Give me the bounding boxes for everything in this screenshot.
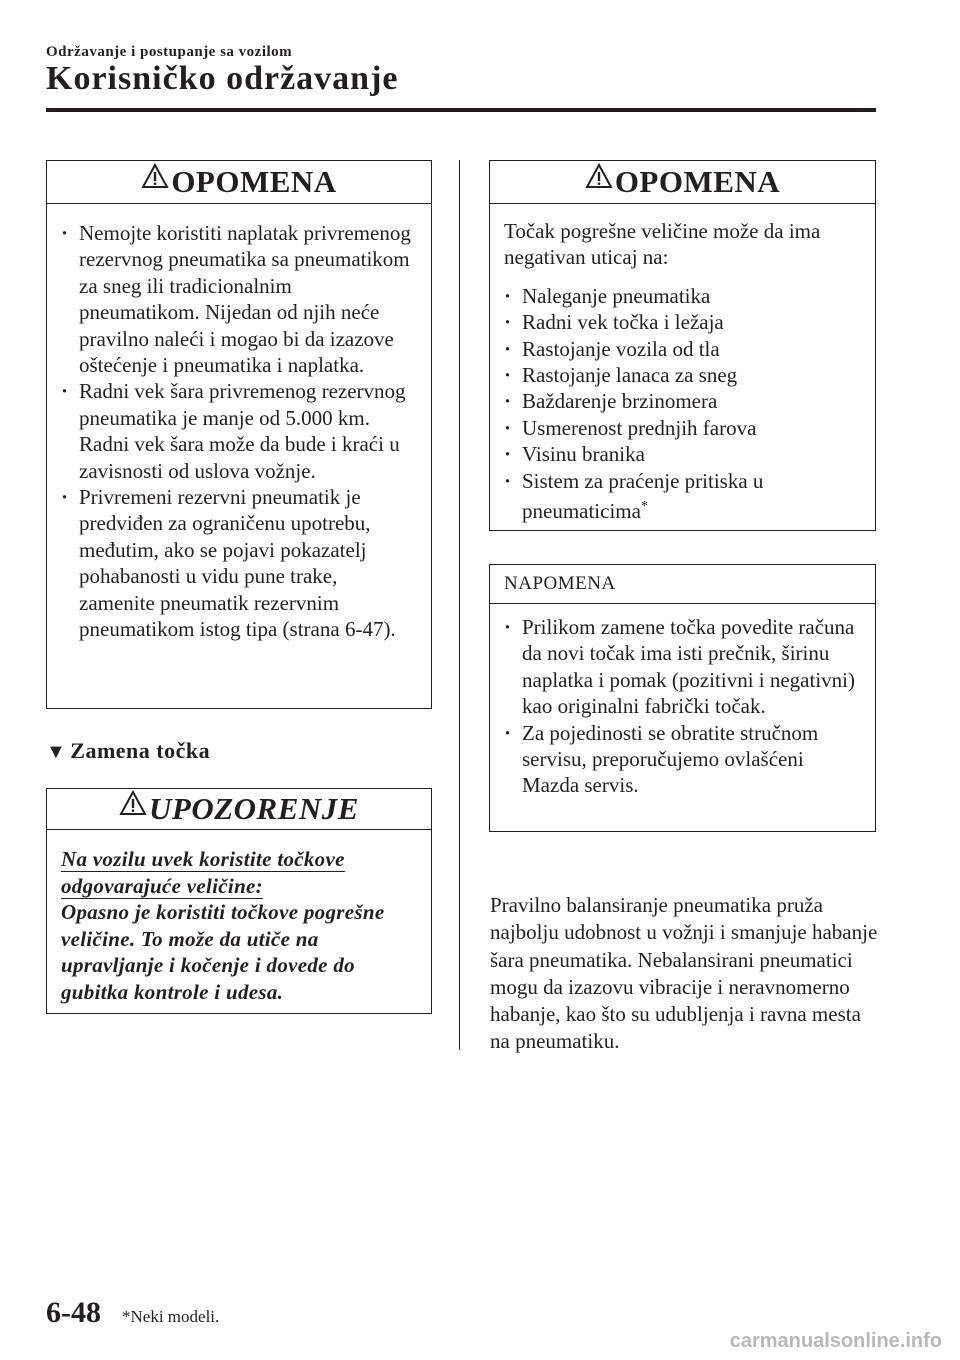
page-title: Korisničko održavanje xyxy=(46,60,399,97)
caution-title: OPOMENA xyxy=(614,164,781,199)
caution-box-header xyxy=(490,161,875,204)
list-item: · Privremeni rezervni pneumatik je predviđen za ograničenu upotrebu, međutim, ako se pojavi pokazatelj pohabanosti u vidu pune trake, zamenite pneumatik rezervnim pneumatikom istog tipa (strana 6-47). xyxy=(61,484,417,642)
warning-body xyxy=(47,830,431,1017)
warning-triangle-icon xyxy=(585,161,613,197)
footnote: *Neki modeli. xyxy=(122,1307,220,1326)
caution-box-header xyxy=(47,161,431,204)
note-box xyxy=(489,564,876,832)
section-label: Održavanje i postupanje sa vozilom xyxy=(46,44,293,60)
warning-title: UPOZORENJE xyxy=(149,791,359,826)
list-item: · Nemojte koristiti naplatak privremenog rezervnog pneumatika sa pneumatikom za sneg ili tradicionalnim pneumatikom. Nijedan od njih neće pravilno naleći i mogao bi da izazove oštećenje i pneumatika i naplatka. xyxy=(61,220,417,378)
list-item: · Visinu branika xyxy=(504,441,861,467)
list-item: · Za pojedinosti se obratite stručnom servisu, preporučujemo ovlašćeni Mazda servis. xyxy=(504,720,861,799)
column-divider xyxy=(459,160,460,1050)
section-heading-text: Zamena točka xyxy=(70,738,211,763)
watermark: carmanualsonline.info xyxy=(729,1330,942,1352)
warning-text: Opasno je koristiti točkove pogrešne veličine. To može da utiče na upravljanje i kočenje i dovede do gubitka kontrole i udesa. xyxy=(61,900,385,1004)
list-item: · Naleganje pneumatika xyxy=(504,283,861,309)
list-item: · Radni vek točka i ležaja xyxy=(504,309,861,335)
list-item xyxy=(504,468,861,525)
caution-box-left xyxy=(46,160,432,709)
caution-title: OPOMENA xyxy=(171,164,337,199)
header-rule xyxy=(46,108,876,112)
triangle-down-icon: ▼ xyxy=(46,741,67,763)
warning-box xyxy=(46,788,432,1014)
list-item: · Radni vek šara privremenog rezervnog pneumatika je manje od 5.000 km. Radni vek šara može da bude i kraći u zavisnosti od uslova vožnje. xyxy=(61,378,417,484)
warning-triangle-icon xyxy=(119,788,147,824)
warning-triangle-icon xyxy=(141,161,169,197)
caution-intro: Točak pogrešne veličine može da ima negativan uticaj na: xyxy=(504,219,821,270)
section-heading xyxy=(46,738,210,764)
page-number: 6-48 xyxy=(46,1296,101,1329)
list-item-text: Sistem za praćenje pritiska u pneumaticima xyxy=(522,468,764,524)
list-item: · Usmerenost prednjih farova xyxy=(504,415,861,441)
list-item: · Prilikom zamene točka povedite računa da novi točak ima isti prečnik, širinu naplatka i pomak (pozitivni i negativni) kao originalni fabrički točak. xyxy=(504,614,861,720)
list-item: · Baždarenje brzinomera xyxy=(504,388,861,414)
list-item: · Rastojanje vozila od tla xyxy=(504,336,861,362)
body-paragraph: Pravilno balansiranje pneumatika pruža najbolju udobnost u vožnji i smanjuje habanje šara pneumatika. Nebalansirani pneumatici mogu da izazovu vibracije i neravnomerno habanje, kao što su udubljenja i ravna mesta na pneumatiku. xyxy=(490,893,878,1054)
list-item: · Rastojanje lanaca za sneg xyxy=(504,362,861,388)
warning-lead: Na vozilu uvek koristite točkove odgovarajuće veličine: xyxy=(61,847,345,898)
footnote-marker: * xyxy=(640,499,648,515)
note-body xyxy=(490,604,875,807)
caution-body xyxy=(47,204,431,651)
caution-box-right xyxy=(489,160,876,531)
note-box-header: NAPOMENA xyxy=(490,565,875,604)
caution-body xyxy=(490,204,875,532)
warning-box-header xyxy=(47,789,431,830)
